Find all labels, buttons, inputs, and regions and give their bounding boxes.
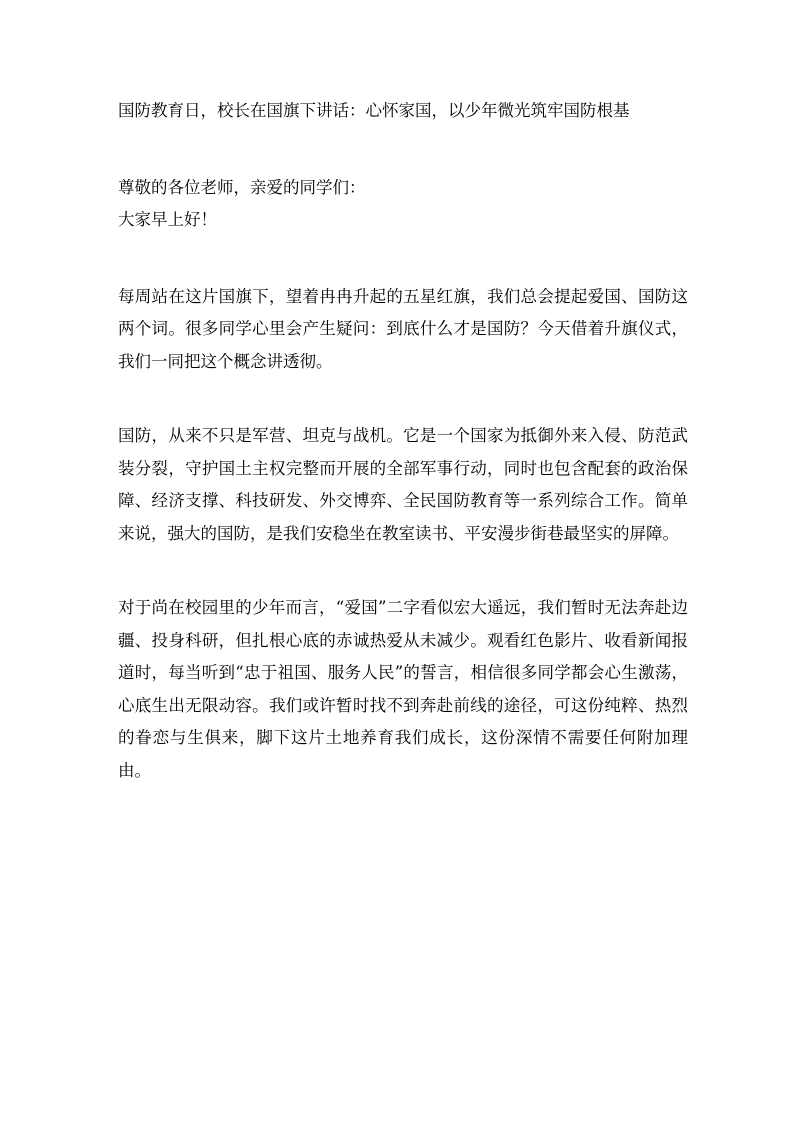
paragraph-1: 每周站在这片国旗下，望着冉冉升起的五星红旗，我们总会提起爱国、国防这两个词。很多同学心里会产生疑问：到底什么才是国防？今天借着升旗仪式，我们一同把这个概念讲透彻。 — [118, 286, 688, 371]
salutation: 尊敬的各位老师，亲爱的同学们： — [118, 177, 366, 197]
greeting: 大家早上好！ — [118, 210, 217, 229]
document-title: 国防教育日，校长在国旗下讲话：心怀家国，以少年微光筑牢国防根基 — [118, 101, 630, 120]
paragraph-2: 国防，从来不只是军营、坦克与战机。它是一个国家为抵御外来入侵、防范武装分裂，守护国土主权完整而开展的全部军事行动，同时也包含配套的政治保障、经济支撑、科技研发、外交博弈、全民国防教育等一系列综合工作。简单来说，强大的国防，是我们安稳坐在教室读书、平安漫步街巷最坚实的屏障。 — [118, 426, 688, 543]
paragraph-3: 对于尚在校园里的少年而言，“爱国”二字看似宏大遥远，我们暂时无法奔赴边疆、投身科研，但扎根心底的赤诚热爱从未减少。观看红色影片、收看新闻报道时，每当听到“忠于祖国、服务人民”的誓言，相信很多同学都会心生激荡，心底生出无限动容。我们或许暂时找不到奔赴前线的途径，可这份纯粹、热烈的眷恋与生俱来，脚下这片土地养育我们成长，这份深情不需要任何附加理由。 — [118, 598, 688, 780]
document-body — [118, 95, 688, 787]
